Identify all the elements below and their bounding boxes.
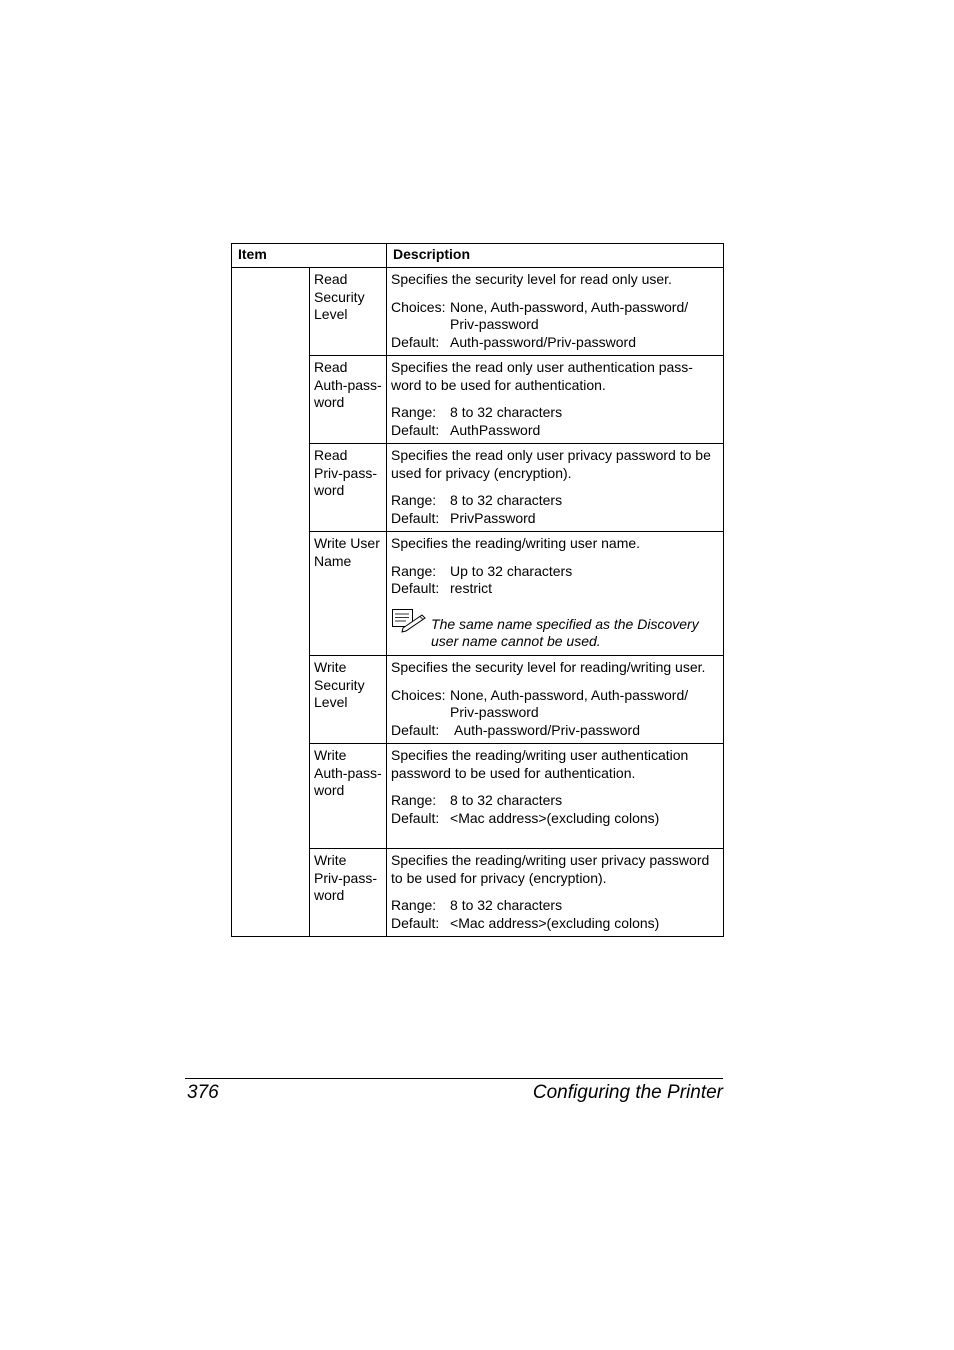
item-description: Specifies the reading/writing user privacy password to be used for privacy (encryption). Range: 8 to 32 characters Default: <Mac address>(excluding colons) (387, 849, 724, 937)
item-name: Read Security Level (310, 268, 387, 356)
table-row (232, 268, 724, 356)
item-name: Read Auth-pass- word (310, 356, 387, 444)
page-number: 376 (187, 1082, 219, 1103)
parent-item-cell (232, 268, 310, 937)
item-name: Write Priv-pass- word (310, 849, 387, 937)
item-description: Specifies the reading/writing user authentication password to be used for authentication. Range: 8 to 32 characters Default: <Mac address>(excluding colons) (387, 744, 724, 849)
item-name: Write Security Level (310, 656, 387, 744)
header-description: Description (387, 244, 724, 268)
note-pencil-icon (391, 608, 431, 642)
item-description: Specifies the reading/writing user name. Range: Up to 32 characters Default: restrict The same name specified as the Discovery user name cannot be used. (387, 532, 724, 656)
table-header-row (232, 244, 724, 268)
item-description: Specifies the read only user authentication pass-word to be used for authentication. Range: 8 to 32 characters Default: AuthPassword (387, 356, 724, 444)
item-description: Specifies the read only user privacy password to be used for privacy (encryption). Range: 8 to 32 characters Default: PrivPassword (387, 444, 724, 532)
footer-divider (185, 1078, 723, 1079)
item-description: Specifies the security level for reading/writing user. Choices: None, Auth-password, Auth-password/ Priv-password Default: Auth-password/Priv-password (387, 656, 724, 744)
item-name: Read Priv-pass- word (310, 444, 387, 532)
settings-table (231, 243, 724, 937)
footer-section-title: Configuring the Printer (532, 1082, 723, 1103)
note: The same name specified as the Discovery user name cannot be used. (391, 608, 719, 651)
item-name: Write Auth-pass- word (310, 744, 387, 849)
header-item: Item (232, 244, 387, 268)
item-name: Write User Name (310, 532, 387, 656)
item-description: Specifies the security level for read only user. Choices: None, Auth-password, Auth-password/ Priv-password Default: Auth-password/Priv-password (387, 268, 724, 356)
